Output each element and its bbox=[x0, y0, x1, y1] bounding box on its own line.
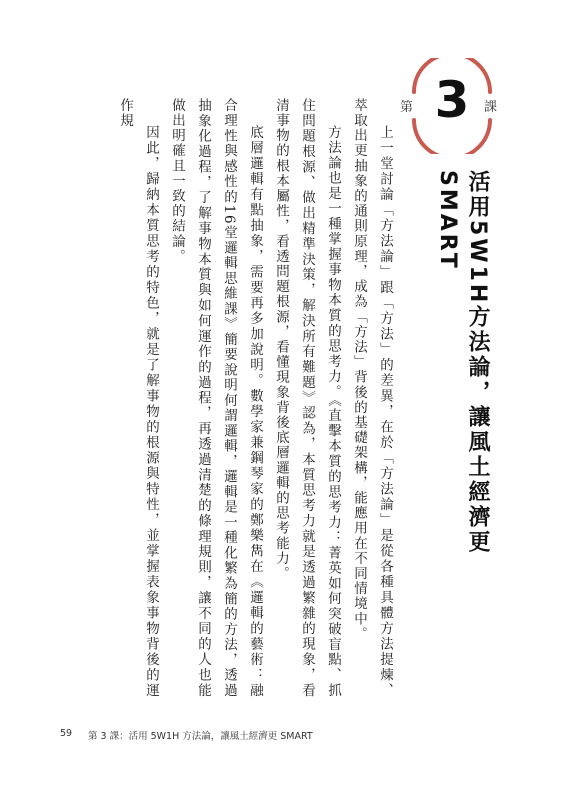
lesson-number: 3 bbox=[434, 71, 470, 129]
lesson-title: 活用5W1H方法論，讓風土經濟更SMART bbox=[435, 170, 490, 556]
paragraph: 因此，歸納本質思考的特色，就是了解事物的根源與特性，並掌握表象事物背後的運作規 bbox=[117, 98, 159, 698]
paragraph: 方法論也是一種掌握事物本質的思考力。《直擊本質的思考力：菁英如何突破盲點、抓住問題根源、做出精準決策，解決所有難題》認為，本質思考力就是透過繁雜的現象，看清事物的根本屬性，看透問題根源，看懂現象背後底層邏輯的思考能力。 bbox=[273, 98, 341, 698]
lesson-suffix: 課 bbox=[484, 100, 498, 115]
lesson-badge bbox=[396, 58, 508, 154]
lesson-prefix: 第 bbox=[400, 100, 414, 115]
body-text bbox=[70, 98, 398, 698]
running-footer-label: 第 3 課：活用 5W1H 方法論，讓風土經濟更 SMART bbox=[88, 731, 313, 742]
page-number: 59 bbox=[60, 728, 73, 739]
paragraph: 上一堂討論「方法論」跟「方法」的差異，在於「方法論」是從各種具體方法提煉、萃取出更抽象的通則原理，成為「方法」背後的基礎架構，能應用在不同情境中。 bbox=[351, 98, 393, 698]
paragraph: 底層邏輯有點抽象，需要再多加說明。數學家兼鋼琴家的鄭樂雋在《邏輯的藝術：融合理性與感性的16堂邏輯思維課》簡要說明何謂邏輯，邏輯是一種化繁為簡的方法，透過抽象化過程，了解事物本質與如何運作的過程，再透過清楚的條理規則，讓不同的人也能做出明確且一致的結論。 bbox=[169, 98, 263, 698]
page-footer bbox=[60, 728, 527, 744]
